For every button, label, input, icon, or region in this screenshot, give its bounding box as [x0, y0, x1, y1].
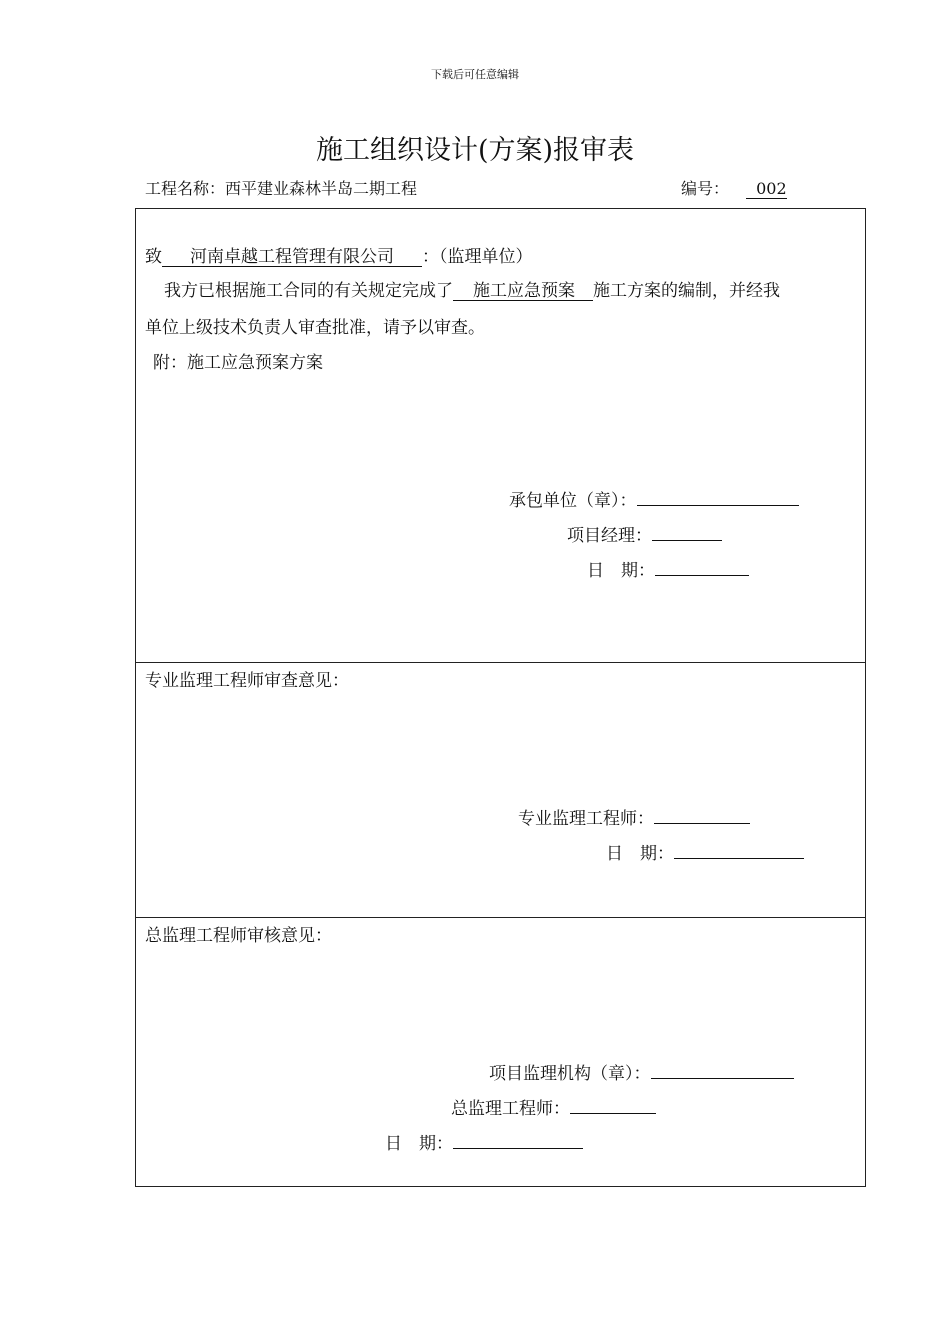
- number-label: 编号：: [681, 179, 730, 198]
- attachment-line: 附：施工应急预案方案: [153, 353, 323, 373]
- specialist-engineer-label: 专业监理工程师：: [518, 809, 654, 829]
- supervision-org-blank: [651, 1062, 794, 1079]
- supervision-company: 河南卓越工程管理有限公司: [162, 248, 422, 267]
- supervision-org-row: [489, 1059, 794, 1084]
- contractor-date-blank: [655, 559, 749, 576]
- body-line-1: [164, 276, 780, 301]
- contractor-seal-label: 承包单位（章）：: [509, 491, 637, 511]
- body-text-a: 我方已根据施工合同的有关规定完成了: [164, 281, 453, 301]
- project-name-row: [145, 176, 417, 199]
- number-row: [681, 176, 787, 199]
- project-manager-label: 项目经理：: [567, 526, 652, 546]
- specialist-date-blank: [674, 842, 804, 859]
- addressee-line: [145, 242, 533, 267]
- chief-engineer-blank: [570, 1097, 656, 1114]
- chief-date-label: 日 期：: [385, 1134, 453, 1154]
- addressee-prefix: 致: [145, 247, 162, 267]
- header-note: 下载后可任意编辑: [431, 68, 519, 81]
- specialist-date-row: [606, 839, 804, 864]
- section-divider-1: [136, 662, 865, 663]
- contractor-date-label: 日 期：: [587, 561, 655, 581]
- specialist-engineer-blank: [654, 807, 750, 824]
- specialist-date-label: 日 期：: [606, 844, 674, 864]
- project-name-value: 西平建业森林半岛二期工程: [225, 179, 418, 198]
- contractor-seal-blank: [637, 489, 799, 506]
- specialist-engineer-row: [518, 804, 750, 829]
- number-value: 002: [746, 180, 787, 199]
- project-name-label: 工程名称：: [145, 179, 226, 198]
- plan-name: 施工应急预案: [453, 282, 593, 301]
- addressee-suffix: ：（监理单位）: [422, 247, 533, 267]
- body-text-b: 施工方案的编制，并经我: [593, 281, 780, 301]
- supervision-org-label: 项目监理机构（章）：: [489, 1064, 651, 1084]
- chief-date-row: [385, 1129, 583, 1154]
- chief-engineer-label: 总监理工程师：: [451, 1099, 570, 1119]
- specialist-opinion-heading: 专业监理工程师审查意见：: [145, 671, 349, 691]
- project-manager-row: [567, 521, 722, 546]
- project-manager-blank: [652, 524, 722, 541]
- chief-opinion-heading: 总监理工程师审核意见：: [145, 926, 332, 946]
- body-line-2: 单位上级技术负责人审查批准，请予以审查。: [145, 318, 485, 338]
- page-title: 施工组织设计(方案)报审表: [315, 135, 635, 166]
- chief-engineer-row: [451, 1094, 656, 1119]
- approval-form-table: [135, 208, 866, 1187]
- section-divider-2: [136, 917, 865, 918]
- contractor-seal-row: [509, 486, 799, 511]
- contractor-date-row: [587, 556, 749, 581]
- chief-date-blank: [453, 1132, 583, 1149]
